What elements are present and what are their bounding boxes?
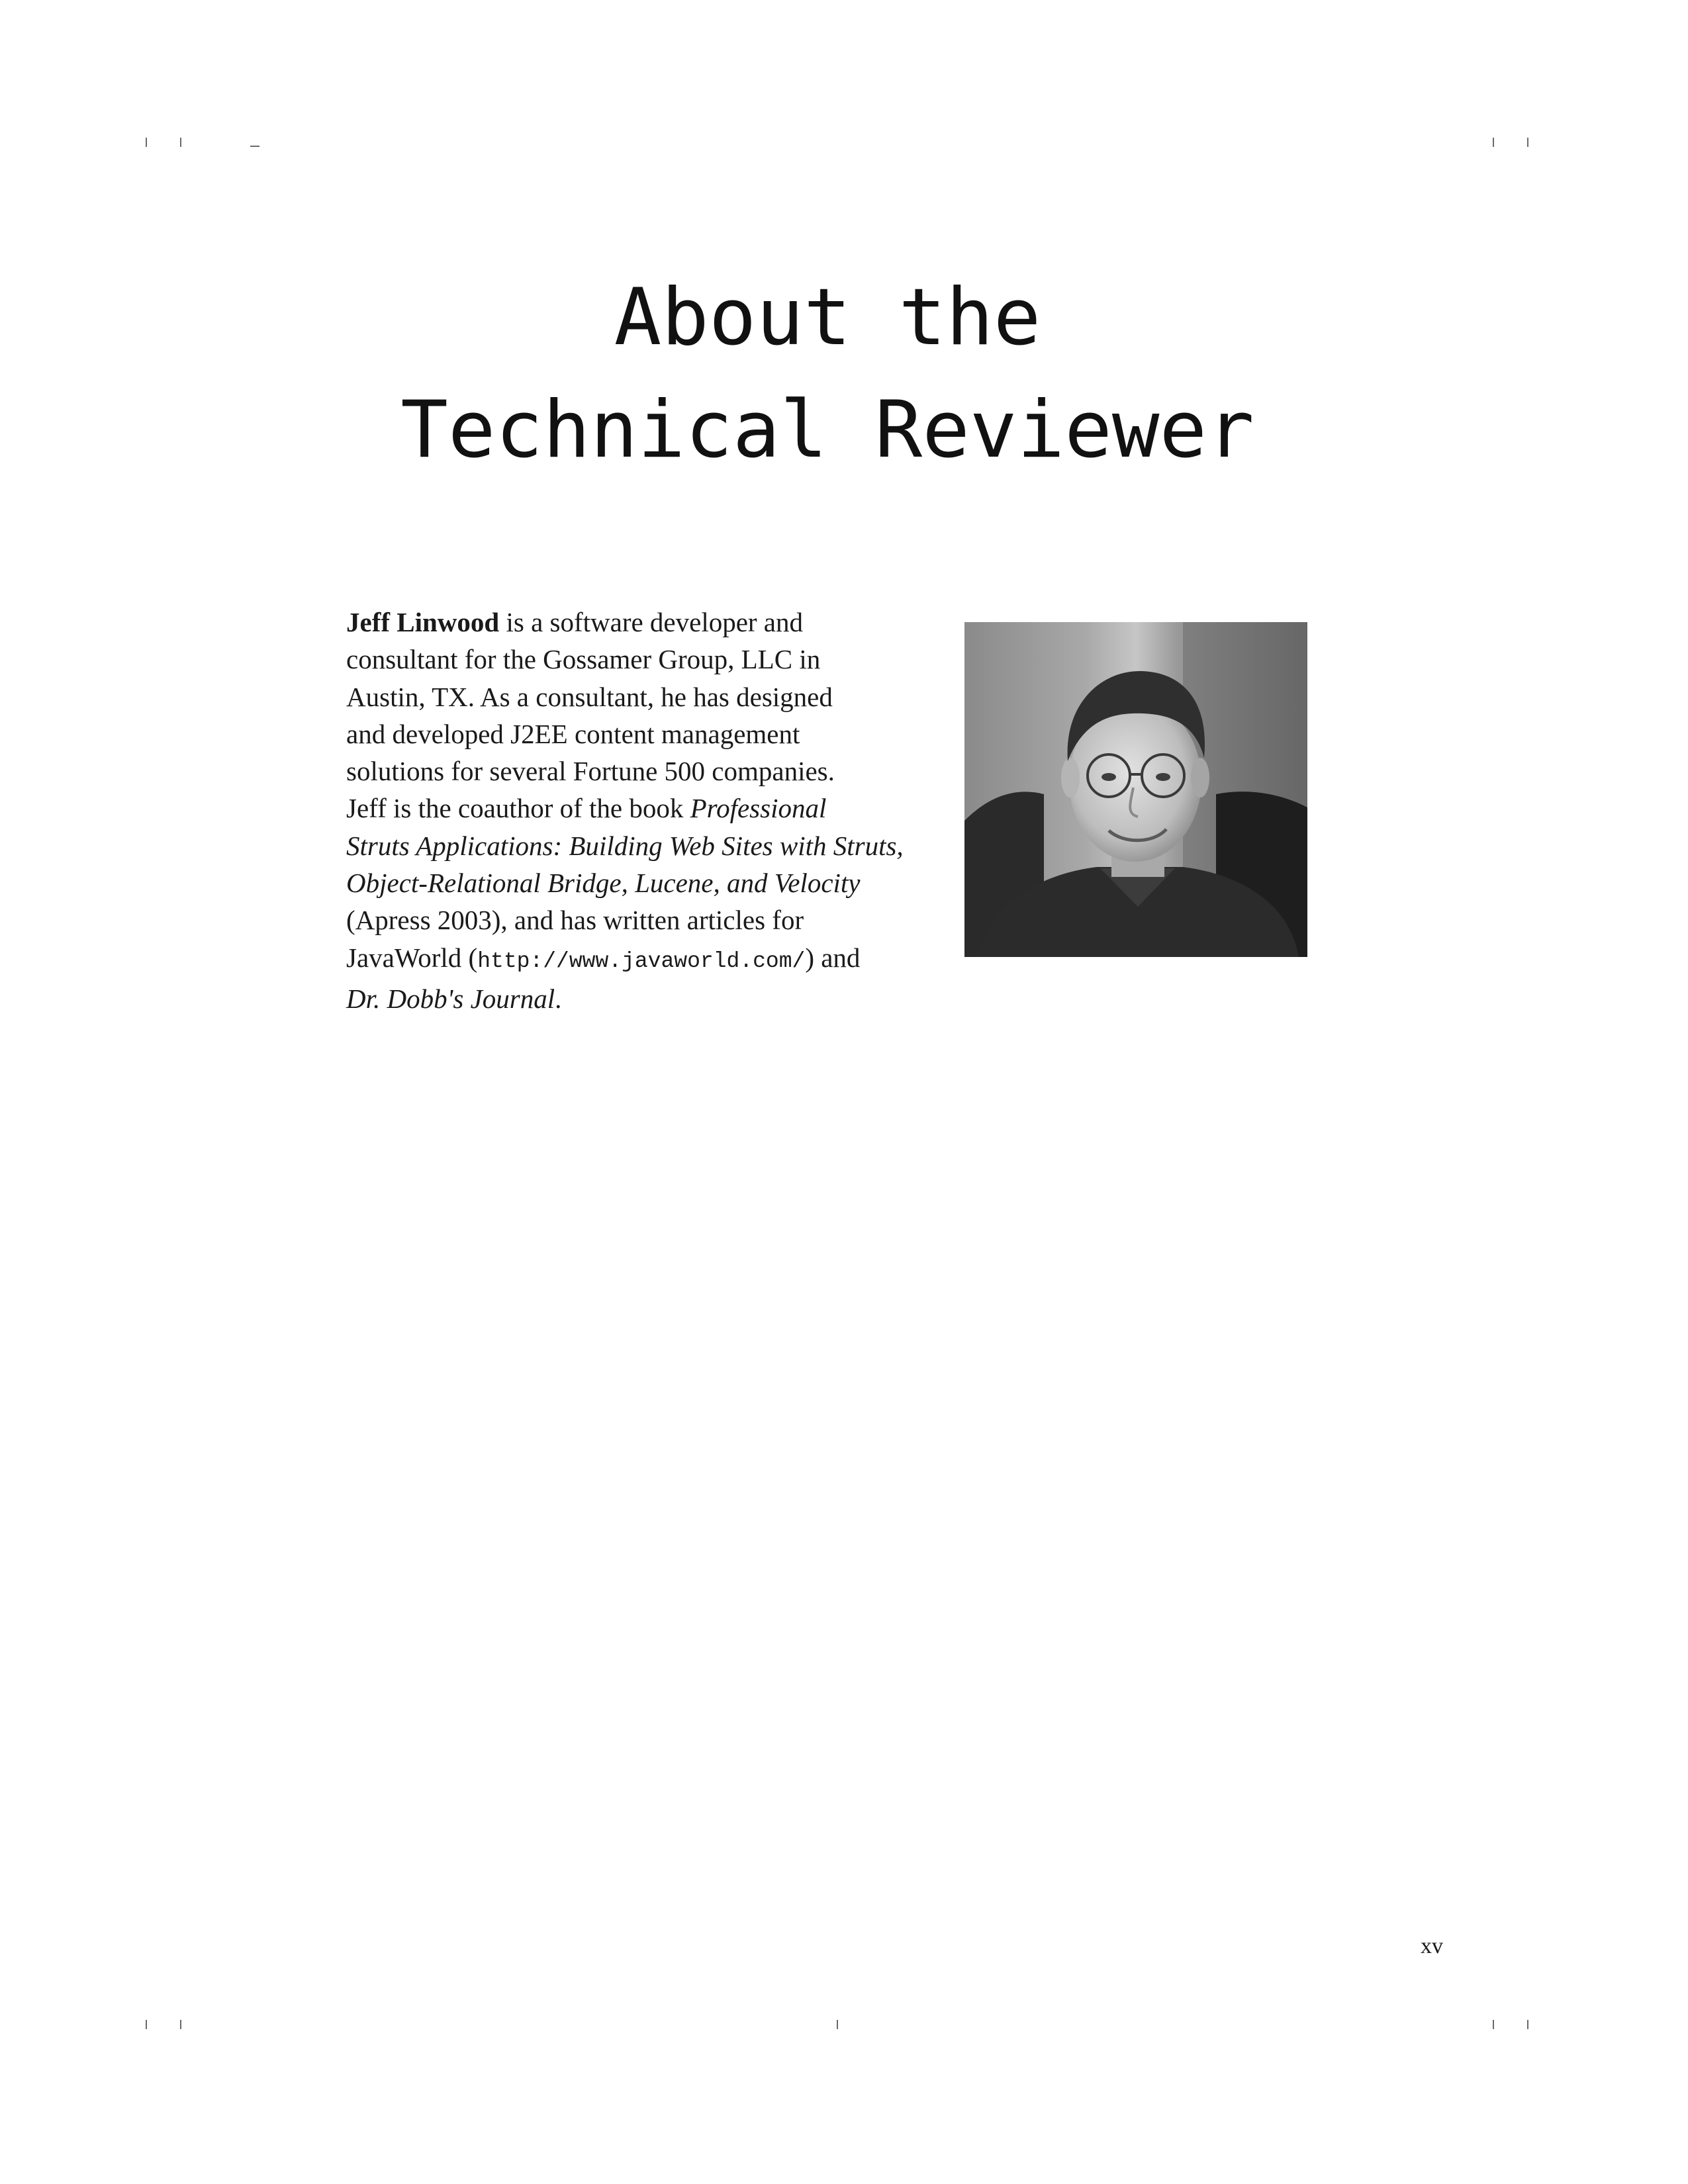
page-title bbox=[0, 261, 1655, 486]
bio-line bbox=[346, 864, 929, 901]
page-title-line-2: Technical Reviewer bbox=[400, 385, 1254, 476]
page-number: xv bbox=[1421, 1934, 1443, 1958]
book-title: Object-Relational Bridge, Lucene, and Velocity bbox=[346, 868, 861, 899]
crop-mark-bottom-right-inner bbox=[1493, 2020, 1494, 2029]
javaworld-url: http://www.javaworld.com/ bbox=[477, 948, 806, 974]
bio-text: . bbox=[555, 983, 562, 1014]
crop-mark-bottom-right-outer bbox=[1527, 2020, 1528, 2029]
bio-line bbox=[346, 827, 929, 864]
crop-mark-bottom-left-inner bbox=[180, 2020, 181, 2029]
portrait-illustration bbox=[964, 622, 1307, 957]
book-title: Struts Applications: Building Web Sites with Struts, bbox=[346, 830, 904, 861]
bio-text: JavaWorld ( bbox=[346, 942, 478, 973]
page-title-line-1: About the bbox=[614, 272, 1041, 363]
bio-line: (Apress 2003), and has written articles for bbox=[346, 905, 804, 936]
bio-line: and developed J2EE content management bbox=[346, 718, 800, 749]
reviewer-photo bbox=[964, 622, 1307, 957]
crop-mark-top-right-outer bbox=[1527, 138, 1528, 147]
bio-text: ) and bbox=[805, 942, 861, 973]
reviewer-bio bbox=[346, 604, 929, 1017]
crop-mark-top-left-inner bbox=[180, 138, 181, 147]
bio-text: Jeff is the coauthor of the book bbox=[346, 793, 690, 824]
book-title: Professional bbox=[690, 793, 827, 824]
crop-mark-top-dash bbox=[250, 146, 259, 147]
bio-line bbox=[346, 790, 929, 827]
reviewer-name: Jeff Linwood bbox=[346, 607, 500, 637]
crop-mark-bottom-left-outer bbox=[146, 2020, 147, 2029]
journal-title: Dr. Dobb's Journal bbox=[346, 983, 555, 1014]
bio-line bbox=[346, 980, 929, 1017]
bio-line: consultant for the Gossamer Group, LLC in bbox=[346, 644, 821, 675]
bio-text: is a software developer and bbox=[499, 607, 804, 637]
bio-line: Austin, TX. As a consultant, he has designed bbox=[346, 681, 833, 712]
crop-mark-top-left-outer bbox=[146, 138, 147, 147]
crop-mark-top-right-inner bbox=[1493, 138, 1494, 147]
bio-line bbox=[346, 604, 929, 641]
bio-line: solutions for several Fortune 500 companies. bbox=[346, 756, 835, 787]
bio-line bbox=[346, 939, 929, 980]
crop-mark-bottom-center bbox=[837, 2020, 838, 2029]
